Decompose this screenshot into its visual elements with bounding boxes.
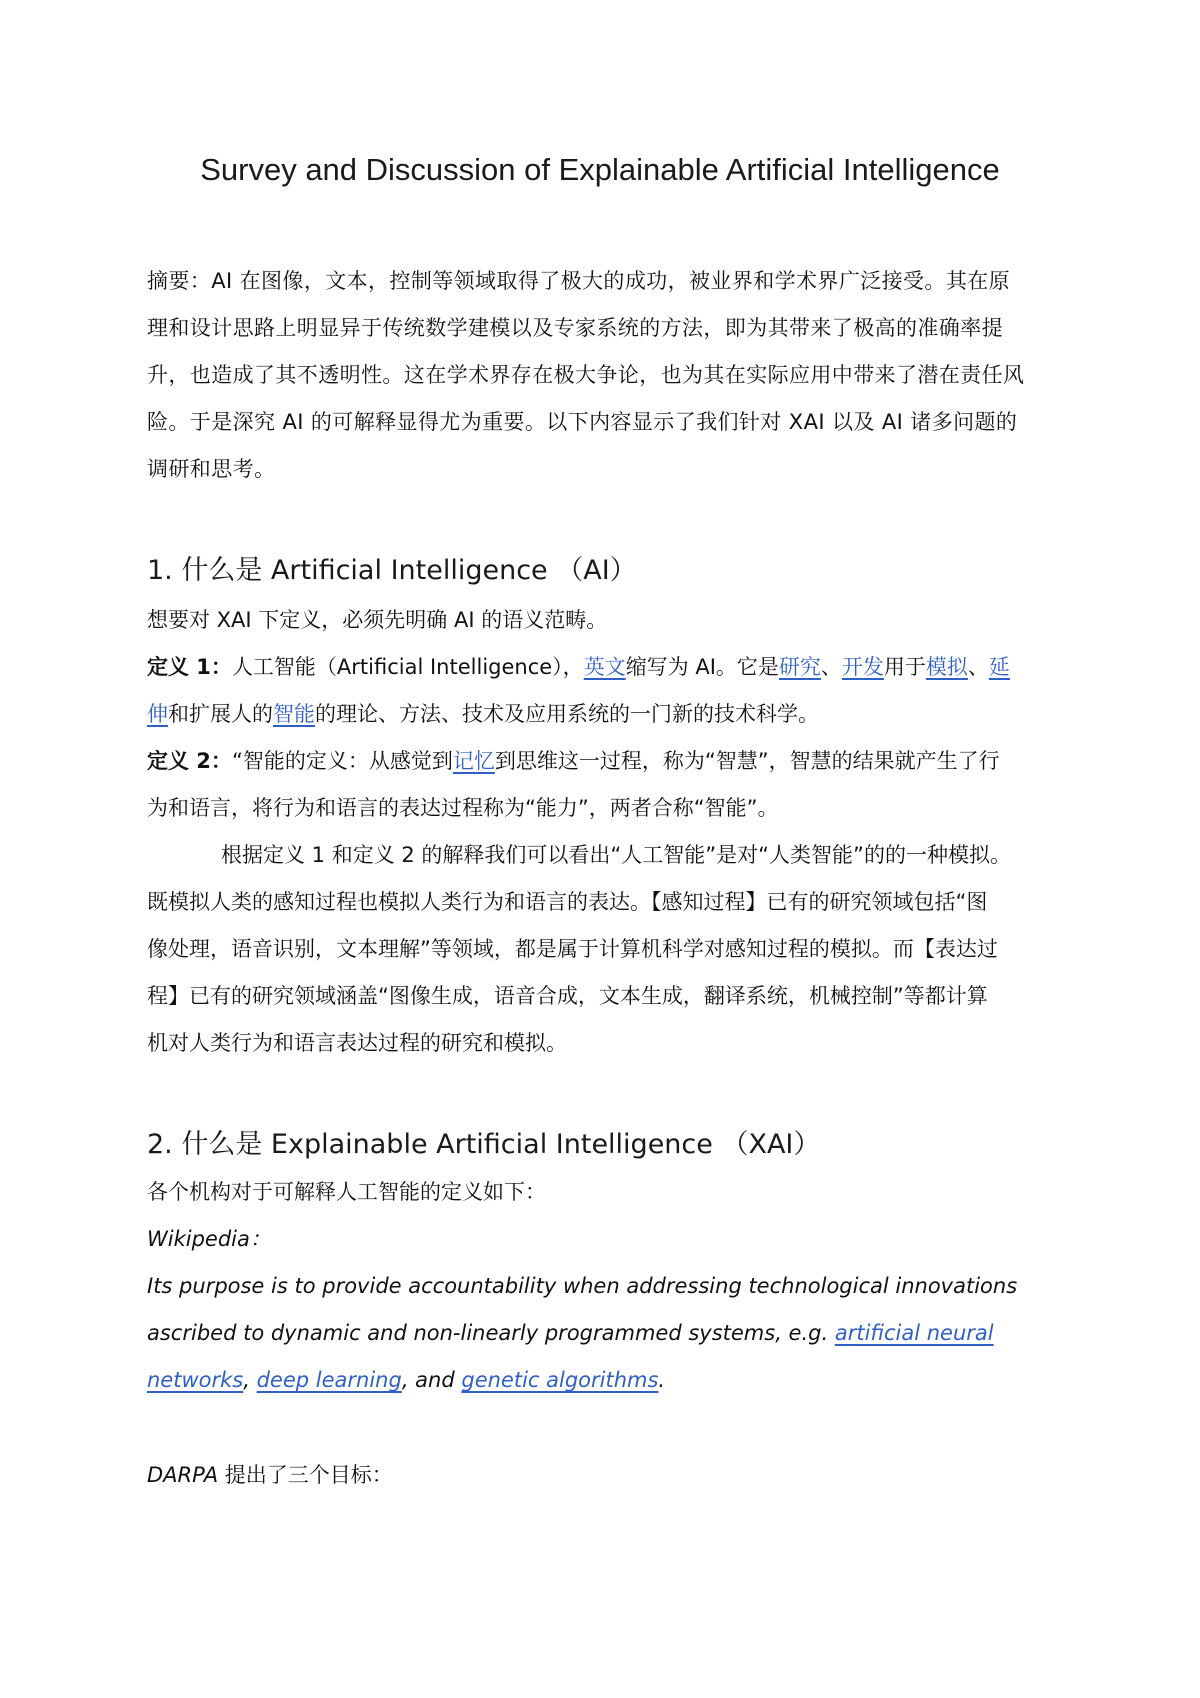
definition-1-text: 用于 [883, 655, 926, 679]
section-2-heading: 2. 什么是 Explainable Artificial Intelligence （XAI） [147, 1129, 821, 1160]
link-simulate[interactable]: 模拟 [925, 655, 968, 679]
definition-1-line-1 [147, 644, 1067, 691]
definition-1-line-2 [147, 691, 1067, 738]
paragraph-line: 根据定义 1 和定义 2 的解释我们可以看出“人工智能”是对“人类智能”的的一种模拟。 [221, 843, 1011, 867]
section-2-intro: 各个机构对于可解释人工智能的定义如下： [147, 1180, 546, 1204]
section-1-heading: 1. 什么是 Artificial Intelligence （AI） [147, 555, 637, 586]
link-deep-learning[interactable]: deep learning [256, 1368, 402, 1392]
darpa-text: 提出了三个目标： [218, 1463, 393, 1487]
abstract [147, 258, 1067, 493]
link-intelligence[interactable]: 智能 [273, 702, 315, 726]
wikipedia-quote-text: ascribed to dynamic and non-linearly programmed systems, e.g. [147, 1321, 835, 1345]
section-2-body [147, 1169, 1067, 1404]
definition-2-text: 到思维这一过程，称为“智慧”，智慧的结果就产生了行 [494, 749, 1000, 773]
separator: 、 [967, 655, 989, 679]
wikipedia-quote-line [147, 1310, 1067, 1357]
paragraph-line: 程】已有的研究领域涵盖“图像生成，语音合成，文本生成，翻译系统，机械控制”等都计算 [147, 984, 988, 1008]
abstract-line: 险。于是深究 AI 的可解释显得尤为重要。以下内容显示了我们针对 XAI 以及 AI 诸多问题的 [147, 410, 1018, 434]
darpa-section [147, 1452, 1067, 1499]
separator: 、 [820, 655, 842, 679]
definition-1-label: 定义 1： [147, 655, 232, 679]
link-english[interactable]: 英文 [583, 655, 626, 679]
paragraph-line: 机对人类行为和语言表达过程的研究和模拟。 [147, 1031, 567, 1055]
definition-1-text: 缩写为 AI。它是 [625, 655, 779, 679]
paragraph-line: 像处理，语音识别，文本理解”等领域，都是属于计算机科学对感知过程的模拟。而【表达过 [147, 937, 998, 961]
link-research[interactable]: 研究 [778, 655, 821, 679]
definition-2-line-1 [147, 738, 1067, 785]
punctuation: , [243, 1368, 257, 1392]
section-1-body [147, 597, 1067, 1067]
link-memory[interactable]: 记忆 [452, 749, 495, 773]
wikipedia-label: Wikipedia： [147, 1227, 271, 1251]
abstract-line: 升，也造成了其不透明性。这在学术界存在极大争论，也为其在实际应用中带来了潜在责任风 [147, 363, 1025, 387]
paragraph-line: 既模拟人类的感知过程也模拟人类行为和语言的表达。【感知过程】已有的研究领域包括“图 [147, 890, 988, 914]
link-genetic-algorithms[interactable]: genetic algorithms [461, 1368, 659, 1392]
darpa-name: DARPA [147, 1463, 219, 1487]
definition-2-label: 定义 2： [147, 749, 232, 773]
document-title: Survey and Discussion of Explainable Artificial Intelligence [200, 152, 1000, 187]
darpa-line [147, 1452, 1067, 1499]
definition-1-text: 的理论、方法、技术及应用系统的一门新的技术科学。 [315, 702, 819, 726]
wikipedia-quote-line [147, 1357, 1067, 1404]
link-extend[interactable]: 延 [988, 655, 1010, 679]
punctuation: . [658, 1368, 666, 1392]
wikipedia-quote-text: , and [401, 1368, 462, 1392]
section-1-intro: 想要对 XAI 下定义，必须先明确 AI 的语义范畴。 [147, 608, 608, 632]
definition-2-text: “智能的定义：从感觉到 [231, 749, 453, 773]
link-artificial-neural-networks[interactable]: networks [147, 1368, 244, 1392]
abstract-line: 理和设计思路上明显异于传统数学建模以及专家系统的方法，即为其带来了极高的准确率提 [147, 316, 1003, 340]
abstract-line: 调研和思考。 [147, 457, 276, 481]
definition-1-text: 人工智能（Artificial Intelligence）， [231, 655, 584, 679]
definition-2-line-2: 为和语言，将行为和语言的表达过程称为“能力”，两者合称“智能”。 [147, 796, 779, 820]
definition-1-text: 和扩展人的 [168, 702, 273, 726]
link-artificial-neural-networks[interactable]: artificial neural [834, 1321, 994, 1345]
wikipedia-quote-line: Its purpose is to provide accountability when addressing technological innovations [147, 1274, 1018, 1298]
abstract-line: 摘要：AI 在图像，文本，控制等领域取得了极大的成功，被业界和学术界广泛接受。其在原 [147, 269, 1011, 293]
link-develop[interactable]: 开发 [841, 655, 884, 679]
link-extend[interactable]: 伸 [147, 702, 168, 726]
